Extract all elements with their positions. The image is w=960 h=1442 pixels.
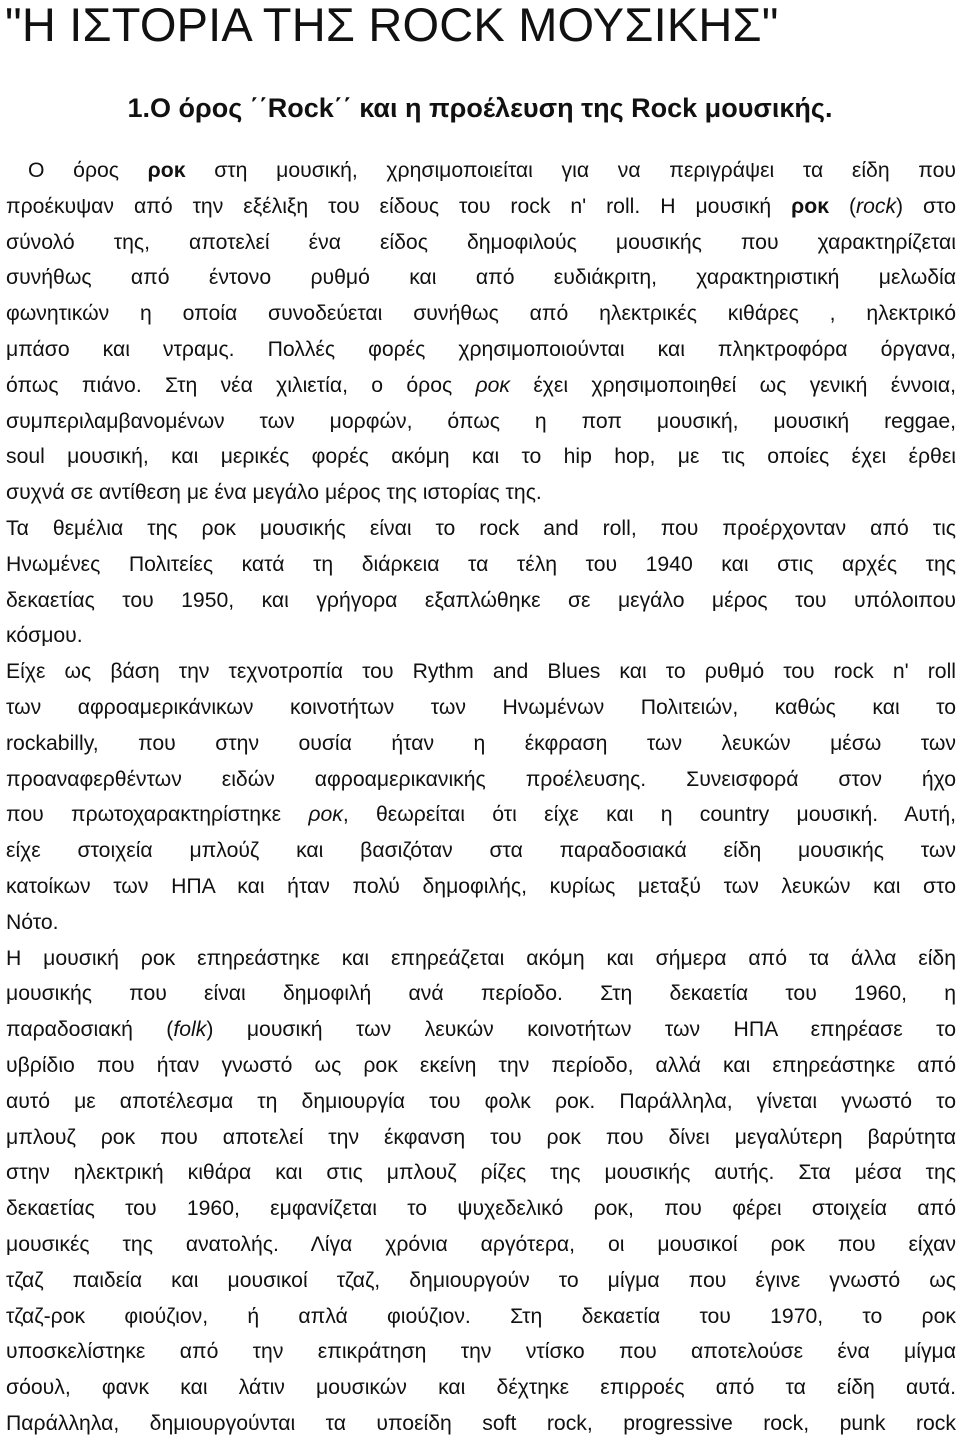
body-text	[6, 153, 956, 1442]
text-segment: προέκυψαν από την εξέλιξη του είδους του rock n' roll. Η μουσική	[6, 194, 792, 218]
text-segment: παραδοσιακή (	[6, 1018, 174, 1042]
text-segment: όπως πιάνο. Στη νέα χιλιετία, ο όρος	[6, 373, 476, 397]
text-segment: έχει χρησιμοποιηθεί ως γενική έννοια,	[510, 373, 957, 397]
text-line	[6, 547, 956, 583]
text-segment: Ηνωμένες Πολιτείες κατά τη διάρκεια τα τέλη του 1940 και στις αρχές της	[6, 552, 956, 576]
text-segment: μουσικές της ανατολής. Λίγα χρόνια αργότερα, οι μουσικοί ροκ που είχαν	[6, 1232, 956, 1256]
text-segment: κατοίκων των ΗΠΑ και ήταν πολύ δημοφιλής, κυρίως μεταξύ των λευκών και στο	[6, 874, 956, 898]
text-segment: δεκαετίας του 1960, εμφανίζεται το ψυχεδελικό ροκ, που φέρει στοιχεία από	[6, 1197, 956, 1221]
text-segment: σόουλ, φανκ και λάτιν μουσικών και δέχτηκε επιρροές από τα είδη αυτά.	[6, 1376, 956, 1400]
text-segment: είχε στοιχεία μπλούζ και βασιζόταν στα παραδοσιακά είδη μουσικής των	[6, 839, 956, 863]
text-line	[6, 225, 956, 261]
text-segment: ) στο	[896, 194, 956, 218]
text-line	[6, 1048, 956, 1084]
text-line	[6, 511, 956, 547]
italic-term: rock	[856, 194, 897, 218]
text-line	[6, 475, 956, 511]
text-line	[6, 404, 956, 440]
text-segment: στη μουσική, χρησιμοποιείται για να περιγράψει τα είδη που	[185, 159, 956, 182]
text-segment: σύνολό της, αποτελεί ένα είδος δημοφιλούς μουσικής που χαρακτηρίζεται	[6, 230, 956, 254]
text-segment: (	[829, 194, 857, 218]
text-line	[6, 654, 956, 690]
bold-term: ροκ	[147, 159, 186, 182]
text-segment: υποσκελίστηκε από την επικράτηση την ντίσκο που αποτελούσε ένα μίγμα	[6, 1340, 956, 1364]
text-segment: που πρωτοχαρακτηρίστηκε	[6, 803, 309, 827]
text-line	[6, 1155, 956, 1191]
text-segment: τζαζ παιδεία και μουσικοί τζαζ, δημιουργούν το μίγμα που έγινε γνωστό ως	[6, 1268, 956, 1292]
text-line	[6, 797, 956, 833]
text-line	[6, 726, 956, 762]
text-line	[6, 1227, 956, 1263]
document-title: "Η ΙΣΤΟΡΙΑ ΤΗΣ ROCK ΜΟΥΣΙΚΗΣ"	[5, 0, 779, 51]
text-segment: Παράλληλα, δημιουργούνται τα υποείδη soft rock, progressive rock, punk rock	[6, 1411, 956, 1435]
text-line	[6, 153, 956, 189]
text-line	[6, 905, 956, 941]
text-line	[6, 869, 956, 905]
text-segment: κόσμου.	[6, 624, 83, 648]
section-heading: 1.Ο όρος ΄΄Rock΄΄ και η προέλευση της Rock μουσικής.	[127, 93, 833, 123]
text-segment: Ο όρος	[28, 159, 148, 182]
text-segment: συχνά σε αντίθεση με ένα μεγάλο μέρος της ιστορίας της.	[6, 481, 542, 505]
text-line	[6, 189, 956, 225]
text-segment: μουσικής που είναι δημοφιλή ανά περίοδο. Στη δεκαετία του 1960, η	[6, 982, 956, 1006]
text-line	[6, 368, 956, 404]
text-line	[6, 1334, 956, 1370]
text-segment: των αφροαμερικάνικων κοινοτήτων των Ηνωμένων Πολιτειών, καθώς και το	[6, 695, 956, 719]
text-line	[6, 1370, 956, 1406]
text-line	[6, 583, 956, 619]
text-segment: Είχε ως βάση την τεχνοτροπία του Rythm and Blues και το ρυθμό του rock n' roll	[6, 660, 956, 684]
text-line	[6, 690, 956, 726]
text-line	[6, 1191, 956, 1227]
text-segment: Νότο.	[6, 910, 59, 934]
text-segment: rockabilly, που στην ουσία ήταν η έκφραση των λευκών μέσω των	[6, 731, 956, 755]
bold-term: ροκ	[791, 194, 830, 218]
text-segment: προαναφερθέντων ειδών αφροαμερικανικής προέλευσης. Συνεισφορά στον ήχο	[6, 767, 956, 791]
text-segment: Τα θεμέλια της ροκ μουσικής είναι το rock and roll, που προέρχονταν από τις	[6, 516, 956, 540]
italic-term: ροκ	[308, 803, 343, 827]
text-segment: ) μουσική των λευκών κοινοτήτων των ΗΠΑ επηρέασε το	[206, 1018, 956, 1042]
text-line	[6, 296, 956, 332]
italic-term: ροκ	[475, 373, 511, 397]
text-segment: δεκαετίας του 1950, και γρήγορα εξαπλώθηκε σε μεγάλο μέρος του υπόλοιπου	[6, 588, 956, 612]
text-segment: υβρίδιο που ήταν γνωστό ως ροκ εκείνη την περίοδο, αλλά και επηρεάστηκε από	[6, 1053, 956, 1077]
text-segment: μπάσο και ντραμς. Πολλές φορές χρησιμοποιούνται και πληκτροφόρα όργανα,	[6, 337, 956, 361]
text-segment: συμπεριλαμβανομένων των μορφών, όπως η ποπ μουσική, μουσική reggae,	[6, 409, 956, 433]
text-line	[6, 762, 956, 798]
text-line	[6, 1012, 956, 1048]
text-line	[6, 439, 956, 475]
text-line	[6, 941, 956, 977]
text-line	[6, 1120, 956, 1156]
text-segment: μπλουζ ροκ που αποτελεί την έκφανση του ροκ που δίνει μεγαλύτερη βαρύτητα	[6, 1125, 956, 1149]
text-line	[6, 1084, 956, 1120]
text-line	[6, 332, 956, 368]
text-segment: αυτό με αποτέλεσμα τη δημιουργία του φολκ ροκ. Παράλληλα, γίνεται γνωστό το	[6, 1089, 956, 1113]
text-line	[6, 1406, 956, 1442]
text-line	[6, 1299, 956, 1335]
text-segment: φωνητικών η οποία συνοδεύεται συνήθως από ηλεκτρικές κιθάρες , ηλεκτρικό	[6, 302, 956, 326]
italic-term: folk	[173, 1018, 207, 1042]
text-segment: soul μουσική, και μερικές φορές ακόμη και το hip hop, με τις οποίες έχει έρθει	[6, 445, 956, 469]
text-segment: , θεωρείται ότι είχε και η country μουσική. Αυτή,	[342, 803, 956, 827]
text-line	[6, 833, 956, 869]
text-line	[6, 260, 956, 296]
text-line	[6, 976, 956, 1012]
text-line	[6, 1263, 956, 1299]
text-line	[6, 618, 956, 654]
text-segment: τζαζ-ροκ φιούζιον, ή απλά φιούζιον. Στη δεκαετία του 1970, το ροκ	[6, 1304, 956, 1328]
text-segment: στην ηλεκτρική κιθάρα και στις μπλουζ ρίζες της μουσικής αυτής. Στα μέσα της	[6, 1161, 956, 1185]
text-segment: Η μουσική ροκ επηρεάστηκε και επηρεάζεται ακόμη και σήμερα από τα άλλα είδη	[6, 946, 956, 970]
text-segment: συνήθως από έντονο ρυθμό και από ευδιάκριτη, χαρακτηριστική μελωδία	[6, 266, 956, 290]
